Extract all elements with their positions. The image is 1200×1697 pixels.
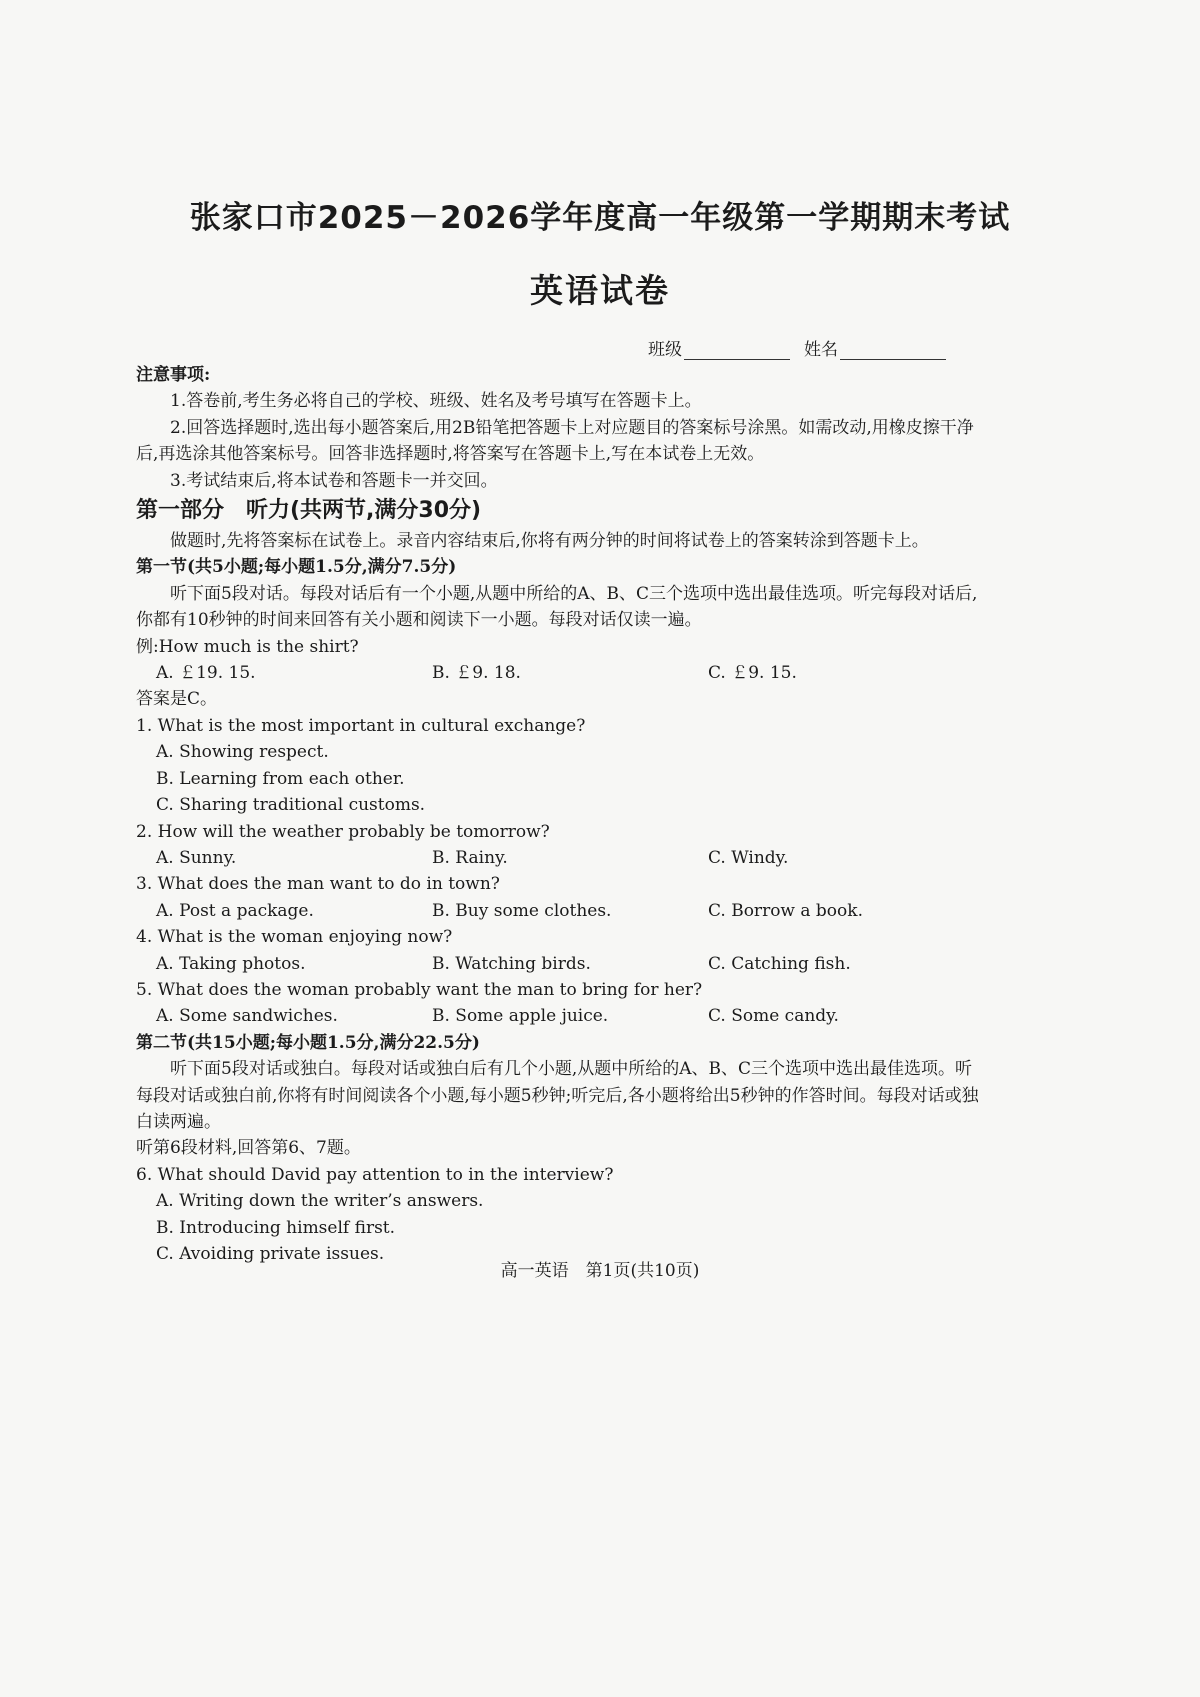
notice-item: 2.回答选择题时,选出每小题答案后,用2B铅笔把答题卡上对应题目的答案标号涂黑。如需改动,用橡皮擦干净后,再选涂其他答案标号。回答非选择题时,将答案写在答题卡上,写在本试卷上无效。 xyxy=(136,417,974,465)
part1-title: 第一部分 听力(共两节,满分30分) xyxy=(136,498,482,524)
name-blank[interactable] xyxy=(840,341,946,360)
option: B. Watching birds. xyxy=(432,953,591,974)
exam-title: 张家口市2025－2026学年度高一年级第一学期期末考试 xyxy=(189,200,1011,236)
option: C. Catching fish. xyxy=(708,953,851,974)
option: C. Borrow a book. xyxy=(708,900,863,921)
question-6: 6. What should David pay attention to in the interview? xyxy=(136,1164,614,1185)
option: A. Showing respect. xyxy=(156,742,329,763)
option: B. Learning from each other. xyxy=(156,768,405,789)
option: B. Introducing himself first. xyxy=(156,1217,396,1238)
question-2: 2. How will the weather probably be tomorrow? xyxy=(136,821,550,842)
section1-title: 第一节(共5小题;每小题1.5分,满分7.5分) xyxy=(136,557,457,578)
option: A. Writing down the writer’s answers. xyxy=(156,1191,484,1212)
notice-item: 3.考试结束后,将本试卷和答题卡一并交回。 xyxy=(170,470,498,491)
question-5: 5. What does the woman probably want the man to bring for her? xyxy=(136,979,703,1000)
example-question: 例:How much is the shirt? xyxy=(136,636,359,657)
notice-item: 1.答卷前,考生务必将自己的学校、班级、姓名及考号填写在答题卡上。 xyxy=(170,391,702,412)
option: B. Rainy. xyxy=(432,847,508,868)
exam-subtitle: 英语试卷 xyxy=(530,271,670,310)
option: C. ￡9. 15. xyxy=(708,663,797,684)
name-field[interactable] xyxy=(804,335,946,360)
option: C. Avoiding private issues. xyxy=(156,1244,385,1264)
question-3-options xyxy=(136,898,981,924)
option: C. Sharing traditional customs. xyxy=(156,795,426,816)
notice-title: 注意事项: xyxy=(136,365,211,385)
option: B. ￡9. 18. xyxy=(432,663,521,684)
class-label: 班级 xyxy=(648,340,682,360)
material-note: 听第6段材料,回答第6、7题。 xyxy=(136,1138,361,1159)
name-label: 姓名 xyxy=(804,340,838,360)
question-4-options xyxy=(136,951,981,977)
option: B. Buy some clothes. xyxy=(432,900,612,921)
option: B. Some apple juice. xyxy=(432,1006,609,1027)
question-3: 3. What does the man want to do in town? xyxy=(136,874,500,895)
question-1: 1. What is the most important in cultural exchange? xyxy=(136,715,586,736)
option: C. Some candy. xyxy=(708,1006,839,1027)
option: A. ￡19. 15. xyxy=(156,663,256,684)
exam-content xyxy=(136,362,981,1267)
class-blank[interactable] xyxy=(684,341,790,360)
question-5-options xyxy=(136,1003,981,1029)
question-4: 4. What is the woman enjoying now? xyxy=(136,927,453,948)
option: A. Post a package. xyxy=(156,900,314,921)
example-options xyxy=(136,660,981,686)
page-footer: 高一英语 第1页(共10页) xyxy=(500,1261,700,1281)
option: A. Some sandwiches. xyxy=(156,1006,338,1027)
example-answer: 答案是C。 xyxy=(136,689,218,710)
class-field[interactable] xyxy=(648,335,790,360)
section2-title: 第二节(共15小题;每小题1.5分,满分22.5分) xyxy=(136,1032,480,1053)
option: A. Sunny. xyxy=(156,847,237,868)
option: C. Windy. xyxy=(708,847,789,868)
section1-instruction: 听下面5段对话。每段对话后有一个小题,从题中所给的A、B、C三个选项中选出最佳选项。听完每段对话后,你都有10秒钟的时间来回答有关小题和阅读下一小题。每段对话仅读一遍。 xyxy=(136,583,978,631)
question-2-options xyxy=(136,845,981,871)
option: A. Taking photos. xyxy=(156,953,306,974)
section2-instruction: 听下面5段对话或独白。每段对话或独白后有几个小题,从题中所给的A、B、C三个选项中选出最佳选项。听每段对话或独白前,你将有时间阅读各个小题,每小题5秒钟;听完后,各小题将给出5秒钟的作答时间。每段对话或独白读两遍。 xyxy=(136,1059,979,1132)
student-info-fields xyxy=(648,335,946,360)
part1-instruction: 做题时,先将答案标在试卷上。录音内容结束后,你将有两分钟的时间将试卷上的答案转涂到答题卡上。 xyxy=(170,531,929,552)
